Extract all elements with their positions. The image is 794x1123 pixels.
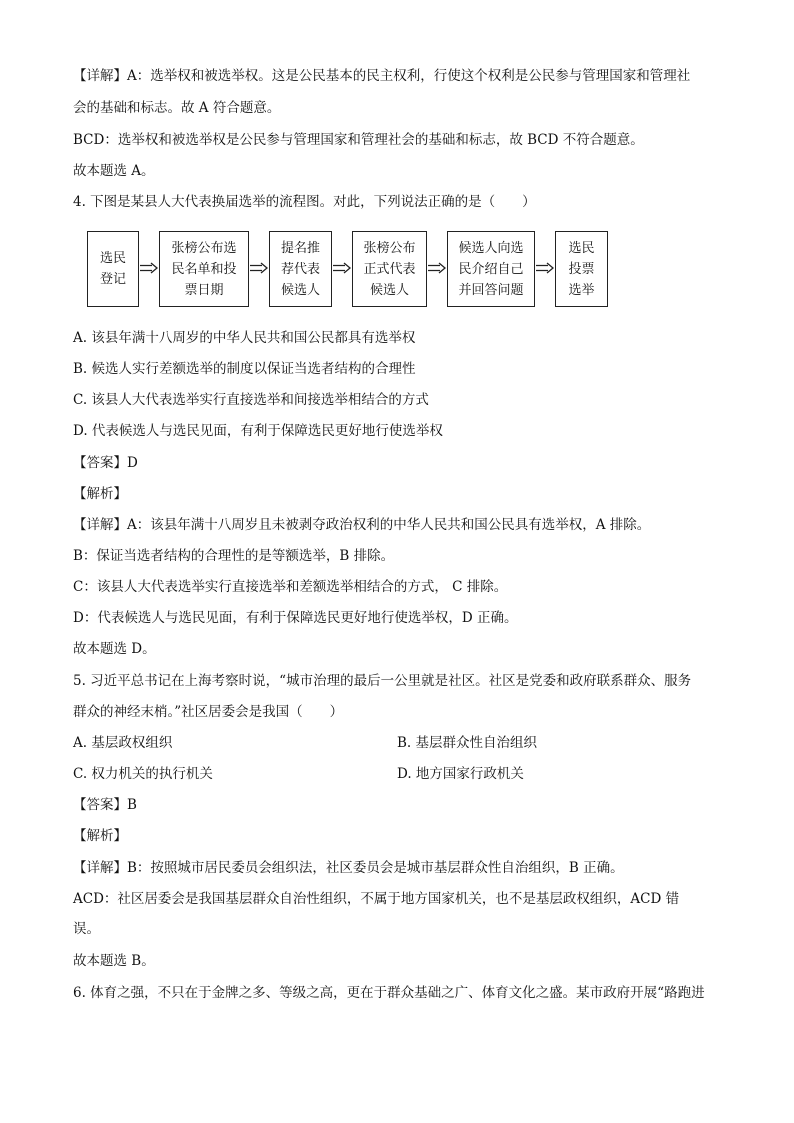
answer-label: 【答案】B [73, 797, 137, 813]
answer-label: 【答案】D [73, 455, 138, 471]
question-4-stem: 4. 下图是某县人大代表换届选举的流程图。对此，下列说法正确的是（ ） [73, 194, 536, 210]
option-d: D. 代表候选人与选民见面，有利于保障选民更好地行使选举权 [73, 423, 443, 439]
option-b: B. 候选人实行差额选举的制度以保证当选者结构的合理性 [73, 361, 416, 377]
explanation-line: ACD：社区居委会是我国基层群众自治性组织，不属于地方国家机关，也不是基层政权组织，ACD 错 [73, 891, 680, 907]
explanation-line: 会的基础和标志。故 A 符合题意。 [73, 100, 281, 116]
conclusion-line: 故本题选 B。 [73, 953, 155, 969]
explanation-line: C：该县人大代表选举实行直接选举和差额选举相结合的方式， C 排除。 [73, 579, 508, 595]
explanation-line: D：代表候选人与选民见面，有利于保障选民更好地行使选举权，D 正确。 [73, 610, 518, 626]
explanation-line: B：保证当选者结构的合理性的是等额选举，B 排除。 [73, 548, 395, 564]
option-d: D. 地方国家行政机关 [397, 766, 524, 782]
flow-step-4: 张榜公布 正式代表 候选人 [352, 231, 427, 307]
flow-arrow-icon [427, 262, 447, 274]
flow-arrow-icon [249, 262, 269, 274]
explanation-line: 误。 [73, 921, 100, 937]
conclusion-line: 故本题选 D。 [73, 641, 156, 657]
flow-step-2: 张榜公布选 民名单和投 票日期 [159, 231, 249, 307]
option-b: B. 基层群众性自治组织 [397, 735, 538, 751]
option-a: A. 该县年满十八周岁的中华人民共和国公民都具有选举权 [73, 330, 416, 346]
explanation-line: BCD：选举权和被选举权是公民参与管理国家和管理社会的基础和标志，故 BCD 不符合题意。 [73, 132, 644, 148]
question-5-stem: 5. 习近平总书记在上海考察时说，“城市治理的最后一公里就是社区。社区是党委和政府联系群众、服务 [73, 673, 692, 689]
question-5-stem-cont: 群众的神经末梢。”社区居委会是我国（ ） [73, 704, 344, 720]
flow-arrow-icon [139, 262, 159, 274]
flow-step-3: 提名推 荐代表 候选人 [269, 231, 332, 307]
flow-step-1: 选民 登记 [87, 231, 139, 307]
flow-step-6: 选民 投票 选举 [555, 231, 608, 307]
flow-arrow-icon [535, 262, 555, 274]
conclusion-line: 故本题选 A。 [73, 163, 155, 179]
explanation-line: 【详解】A：选举权和被选举权。这是公民基本的民主权利，行使这个权利是公民参与管理国家和管理社 [73, 68, 691, 84]
analysis-heading: 【解析】 [73, 828, 127, 844]
flow-step-5: 候选人向选 民介绍自己 并回答问题 [447, 231, 535, 307]
question-6-stem: 6. 体育之强，不只在于金牌之多、等级之高，更在于群众基础之广、体育文化之盛。某市政府开展“路跑进 [73, 985, 705, 1001]
explanation-line: 【详解】A：该县年满十八周岁且未被剥夺政治权利的中华人民共和国公民具有选举权，A 排除。 [73, 517, 651, 533]
explanation-line: 【详解】B：按照城市居民委员会组织法，社区委员会是城市基层群众性自治组织，B 正确。 [73, 860, 624, 876]
option-c: C. 该县人大代表选举实行直接选举和间接选举相结合的方式 [73, 392, 429, 408]
flow-arrow-icon [332, 262, 352, 274]
option-a: A. 基层政权组织 [73, 735, 173, 751]
analysis-heading: 【解析】 [73, 486, 127, 502]
option-c: C. 权力机关的执行机关 [73, 766, 213, 782]
